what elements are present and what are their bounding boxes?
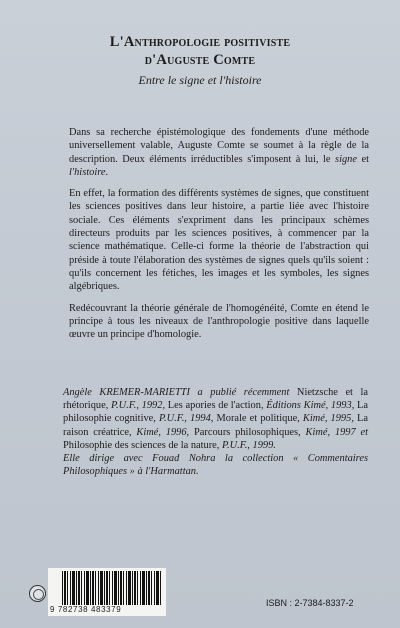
blurb-paragraph-1: Dans sa recherche épistémologique des fondements d'une méthode universellement valable, Auguste Comte se soumet à la règle de la description. Deux éléments irréductibles s'imposent à lui, le signe et l'histoire.: [69, 127, 369, 178]
bio-collection: Elle dirige avec Fouad Nohra la collection « Commentaires Philosophiques » à l'Harmattan.: [63, 453, 368, 478]
blurb-paragraph-2: En effet, la formation des différents systèmes de signes, que constituent les sciences positives dans leur histoire, a partie liée avec l'histoire sociale. Ces éléments s'expriment dans les principaux schèmes directeurs produits par les sciences positives, à commencer par la science mathématique. Celle-ci forme la théorie de l'abstraction qui préside à toute l'élaboration des systèmes de signes quels qu'ils soient : qu'ils concernent les fétiches, les images et les symboles, les signes algébriques.: [69, 188, 369, 293]
barcode-bars: [62, 571, 162, 605]
author-bio: [63, 386, 368, 478]
publisher-logo-icon: [29, 585, 46, 602]
barcode-number: 9 782738 483379: [50, 605, 122, 614]
isbn: ISBN : 2-7384-8337-2: [266, 598, 354, 608]
title-line-1: L'Anthropologie positiviste: [109, 34, 291, 50]
subtitle: Entre le signe et l'histoire: [138, 73, 262, 87]
blurb-paragraph-3: Redécouvrant la théorie générale de l'homogénéité, Comte en étend le principe à tous les niveaux de l'anthropologie positive dans laquelle œuvre un principe d'homologie.: [69, 302, 369, 341]
barcode: [48, 568, 166, 616]
title-line-2: d'Auguste Comte: [144, 52, 256, 68]
bio-publications: Angèle KREMER-MARIETTI a publié récemment Nietzsche et la rhétorique, P.U.F., 1992, Les apories de l'action, Éditions Kimé, 1993, La philosophie cognitive, P.U.F., 1994, Morale et politique, Kimé, 1995, La raison créatrice, Kimé, 1996, Parcours philosophiques, Kimé, 1997 et Philosophie des sciences de la nature, P.U.F., 1999.: [63, 387, 368, 451]
blurb: [69, 126, 369, 349]
